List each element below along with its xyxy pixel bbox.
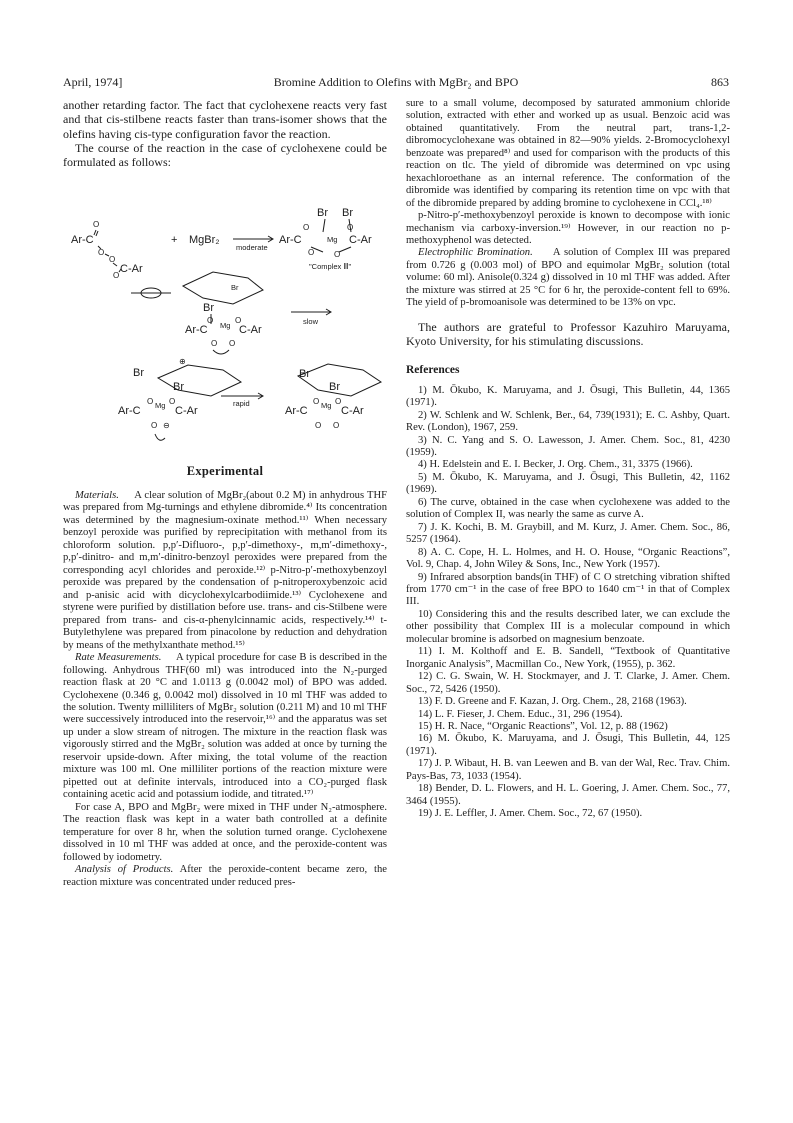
bpo-c-ar: C-Ar <box>120 263 143 275</box>
complex-o1: O <box>303 223 310 232</box>
bromonium-o3: O <box>151 421 158 430</box>
ring-br-label: Br <box>231 283 239 292</box>
reference-item: 7) J. K. Kochi, B. M. Graybill, and M. Kurz, J. Amer. Chem. Soc., 86, 5257 (1964). <box>406 521 730 546</box>
reference-item: 18) Bender, D. L. Flowers, and H. L. Goering, J. Amer. Chem. Soc., 77, 3464 (1955). <box>406 783 730 807</box>
complex-c-ar: C-Ar <box>349 234 372 246</box>
product-o2: O <box>335 397 342 406</box>
complex-br-2: Br <box>342 207 353 219</box>
case-a-paragraph: For case A, BPO and MgBr₂ were mixed in THF under N₂-atmosphere. The reaction flask was kept in a water bath controlled at a definite temperature for over 8 hr, when the solution turned orange. Cyclohexene dissolved in 10 ml THF was added at once, and the peroxide-content was followed by iodometry. <box>63 801 387 863</box>
reference-item: 2) W. Schlenk and W. Schlenk, Ber., 64, 739(1931); E. C. Ashby, Quart. Rev. (London), 1967, 259. <box>406 409 730 434</box>
bromonium-ar-c: Ar-C <box>118 405 141 417</box>
header-title: Bromine Addition to Olefins with MgBr₂ and BPO <box>273 75 519 89</box>
product-mg: Mg <box>321 401 332 410</box>
rate-head: Rate Measurements. <box>75 652 162 664</box>
complex-o4: O <box>334 250 341 259</box>
intro-paragraph-1: another retarding factor. The fact that cyclohexene reacts very fast and that cis-stilbene reacts faster than trans-isomer shows that the olefins having cis-type configuration favor the reaction. <box>63 98 387 141</box>
materials-text: A clear solution of MgBr₂(about 0.2 M) in anhydrous THF was prepared from Mg-turnings and ethylene dibromide.⁴⁾ Its concentration was determined by the magnesium-oxinate method.¹¹⁾ When necessary benzoyl peroxide was purified by reprecipitation with methanol from its chloroform solution. p,p′-Difluoro-, p,p′-dimethoxy-, m,m′-dimethoxy-, p,p′-dinitro- and m,m′-dinitro-benzoyl peroxides were prepared from the corresponding acyl chlorides and peroxide.¹²⁾ p-Nitro-p′-methoxybenzoyl peroxide was prepared by the condensation of p-nitroperoxybenzoic acid and p-anisic acid with dicyclohexylcarbodiimide.¹³⁾ Cyclohexene and styrene were purified by distillation before use. trans- and cis-Stilbene were prepared from trans- and cis-α-phenylcinnamic acids, respectively.¹⁴⁾ t-Butylethylene was prepared from pinacolone by reduction and dehydration by means of the methylxanthate method.¹⁵⁾ <box>63 490 387 651</box>
materials-paragraph <box>63 490 387 652</box>
benzene-symbol <box>131 288 171 298</box>
analysis-text: After the peroxide-content became zero, the reaction mixture was concentrated under reduced pres- <box>63 864 387 888</box>
references-heading: References <box>406 364 460 377</box>
bpo-o2: O <box>109 255 116 264</box>
complex-o2: O <box>347 223 354 232</box>
product-o3: O <box>315 421 322 430</box>
reference-item: 6) The curve, obtained in the case when cyclohexene was added to the solution of Complex II, was nearly the same as curve A. <box>406 496 730 521</box>
experimental-heading: Experimental <box>186 464 264 478</box>
complex-ar-c: Ar-C <box>279 234 302 246</box>
bpo-o3: O <box>113 271 120 280</box>
slow-o2: O <box>235 316 242 325</box>
acknowledgement: The authors are grateful to Professor Kazuhiro Maruyama, Kyoto University, for his stimulating discussions. <box>406 319 730 348</box>
electro-head: Electrophilic Bromination. <box>418 247 533 259</box>
complex-iii-structure <box>279 207 372 271</box>
materials-head: Materials. <box>75 490 119 501</box>
product-structure <box>285 364 381 430</box>
bromonium-br-2: Br <box>173 381 184 393</box>
bpo-ar-c: Ar-C <box>71 234 94 246</box>
right-paragraph-2: p-Nitro-p′-methoxybenzoyl peroxide is known to decompose with ionic mechanism via carboxy-inversion.¹⁹⁾ However, in our reaction no p-methoxyphenol was detected. <box>406 210 730 246</box>
bromonium-intermediate <box>118 357 241 440</box>
bromonium-mg: Mg <box>155 401 166 410</box>
bpo-o1: O <box>98 248 105 257</box>
bromonium-o1: O <box>147 397 154 406</box>
moderate-label: moderate <box>236 243 268 252</box>
reference-item: 12) C. G. Swain, W. H. Stockmayer, and J. T. Clarke, J. Amer. Chem. Soc., 72, 5426 (1950). <box>406 671 730 695</box>
rate-paragraph <box>63 652 387 802</box>
page-number: 863 <box>711 75 729 89</box>
product-ar-c: Ar-C <box>285 405 308 417</box>
right-paragraph-1: sure to a small volume, decomposed by saturated ammonium chloride solution, extracted with ether and worked up as usual. Benzoic acid was obtained quantitatively. From the neutral part, trans-1,2-dibromocyclohexane was obtained in 82—90% yields. 2-Bromocyclohexyl benzoate was prepared⁸⁾ and used for comparison with the products of this reaction on tlc. The yield of dibromide was determined on vpc using hexachloroethane as an internal reference. The conformation of the dibromide was identified by comparing its retention time on vpc with that of the dibromide prepared by adding bromine to cyclohexene in CCl₄.¹⁸⁾ <box>406 98 730 209</box>
complex-iii-label: "Complex Ⅲ" <box>309 262 352 271</box>
complex-br-1: Br <box>317 207 328 219</box>
analysis-head: Analysis of Products. <box>75 864 174 876</box>
reference-item: 17) J. P. Wibaut, H. B. van Leewen and B. van der Wal, Rec. Trav. Chim. Pays-Bas, 73, 1033 (1954). <box>406 758 730 782</box>
reaction-scheme <box>63 200 387 455</box>
intro-paragraph-2: The course of the reaction in the case of cyclohexene could be formulated as follows: <box>63 140 387 170</box>
slow-mg: Mg <box>220 321 231 330</box>
experimental-section <box>63 490 387 889</box>
product-br-1: Br <box>299 368 310 380</box>
bpo-carbonyl-o: O <box>93 220 100 229</box>
reference-item: 4) H. Edelstein and E. I. Becker, J. Org. Chem., 31, 3375 (1966). <box>418 459 693 471</box>
bromonium-o2: O <box>169 397 176 406</box>
reference-item: 3) N. C. Yang and S. O. Lawesson, J. Amer. Chem. Soc., 81, 4230 (1959). <box>406 434 730 459</box>
reference-item: 13) F. D. Greene and F. Kazan, J. Org. Chem., 28, 2168 (1963). <box>418 696 687 708</box>
bromonium-minus: ⊖ <box>163 421 170 430</box>
bromonium-plus: ⊕ <box>179 357 186 366</box>
left-column-intro <box>63 98 387 169</box>
bromonium-c-ar: C-Ar <box>175 405 198 417</box>
product-c-ar: C-Ar <box>341 405 364 417</box>
product-o1: O <box>313 397 320 406</box>
mgbr2-label: MgBr₂ <box>189 234 220 246</box>
slow-ar-c: Ar-C <box>185 324 208 336</box>
electro-text: A solution of Complex III was prepared from 0.726 g (0.003 mol) of BPO and equimolar MgBr₂ solution (total volume: 60 ml). Anisole(0.324 g) dissolved in 10 ml THF was added. After the mixture was stirred at 25 °C for 6 hr, the peroxide-content fell to 69%. The yield of p-bromoanisole was determined to be 13% on vpc. <box>406 247 730 309</box>
slow-o3: O <box>211 339 218 348</box>
electro-paragraph <box>406 247 730 309</box>
reference-item: 11) I. M. Kolthoff and E. B. Sandell, “Textbook of Quantitative Inorganic Analysis”, Macmillan Co., New York, (1955), p. 362. <box>406 646 730 670</box>
product-br-2: Br <box>329 381 340 393</box>
reference-item: 1) M. Ōkubo, K. Maruyama, and J. Ōsugi, This Bulletin, 44, 1365 (1971). <box>406 384 730 409</box>
reference-item: 8) A. C. Cope, H. L. Holmes, and H. O. House, “Organic Reactions”, Vol. 9, Chap. 4, John Wiley & Sons, Inc., New York (1957). <box>406 546 730 571</box>
rate-text: A typical procedure for case B is described in the following. Anhydrous THF(60 ml) was introduced into the N₂-purged reaction flask at 20 °C and 1.0113 g (0.0042 mol) of BPO was added. Cyclohexene (0.346 g, 0.0042 mol) dissolved in 10 ml THF was added to the solution. Twenty milliliters of MgBr₂ solution (0.211 M) and 10 ml THF were successively introduced into the reservoir,¹⁶⁾ and the apparatus was set up under a slow stream of nitrogen. The mixture in the reaction flask was vigorously stirred and the MgBr₂ solution was added at once by turning the reservoir upside-down. After mixing, the total volume of the reaction mixture was 100 ml. One milliliter portions of the reaction mixture were pipetted out at definite intervals, introduced into a CO₂-purged flask containing acetic acid and potassium iodide, and titrated.¹⁷⁾ <box>63 652 387 801</box>
rapid-label: rapid <box>233 399 250 408</box>
slow-o1: O <box>207 316 214 325</box>
complex-o3: O <box>308 248 315 257</box>
running-header <box>63 74 729 90</box>
reference-item: 14) L. F. Fieser, J. Chem. Educ., 31, 296 (1954). <box>418 708 623 720</box>
references-list <box>406 385 730 821</box>
complex-mg: Mg <box>327 235 338 244</box>
bpo-structure <box>71 220 143 280</box>
reference-item: 5) M. Ōkubo, K. Maruyama, and J. Ōsugi, This Bulletin, 42, 1162 (1969). <box>406 471 730 496</box>
plus-sign: + <box>171 234 178 246</box>
right-column <box>406 98 730 821</box>
reference-item: 9) Infrared absorption bands(in THF) of C O stretching vibration shifted from 1770 cm⁻¹ in the case of free BPO to 1640 cm⁻¹ in that of Complex III. <box>406 571 730 608</box>
product-o4: O <box>333 421 340 430</box>
reference-item: 10) Considering this and the results described later, we can exclude the other possibility that Complex III is a molecular compound in which molecular bromine is adsorbed on magnesium benzoate. <box>406 608 730 645</box>
slow-o4: O <box>229 339 236 348</box>
slow-br: Br <box>203 302 214 314</box>
analysis-paragraph <box>63 864 387 889</box>
reference-item: 15) H. R. Nace, “Organic Reactions”, Vol. 12, p. 88 (1962) <box>418 720 668 732</box>
slow-label: slow <box>303 317 319 326</box>
header-date: April, 1974] <box>63 75 123 89</box>
reference-item: 16) M. Ōkubo, K. Maruyama, and J. Ōsugi, This Bulletin, 44, 125 (1971). <box>406 733 730 757</box>
slow-c-ar: C-Ar <box>239 324 262 336</box>
bromonium-br-1: Br <box>133 367 144 379</box>
reference-item: 19) J. E. Leffler, J. Amer. Chem. Soc., 72, 67 (1950). <box>418 808 643 820</box>
cyclohexene-complex <box>183 272 263 354</box>
